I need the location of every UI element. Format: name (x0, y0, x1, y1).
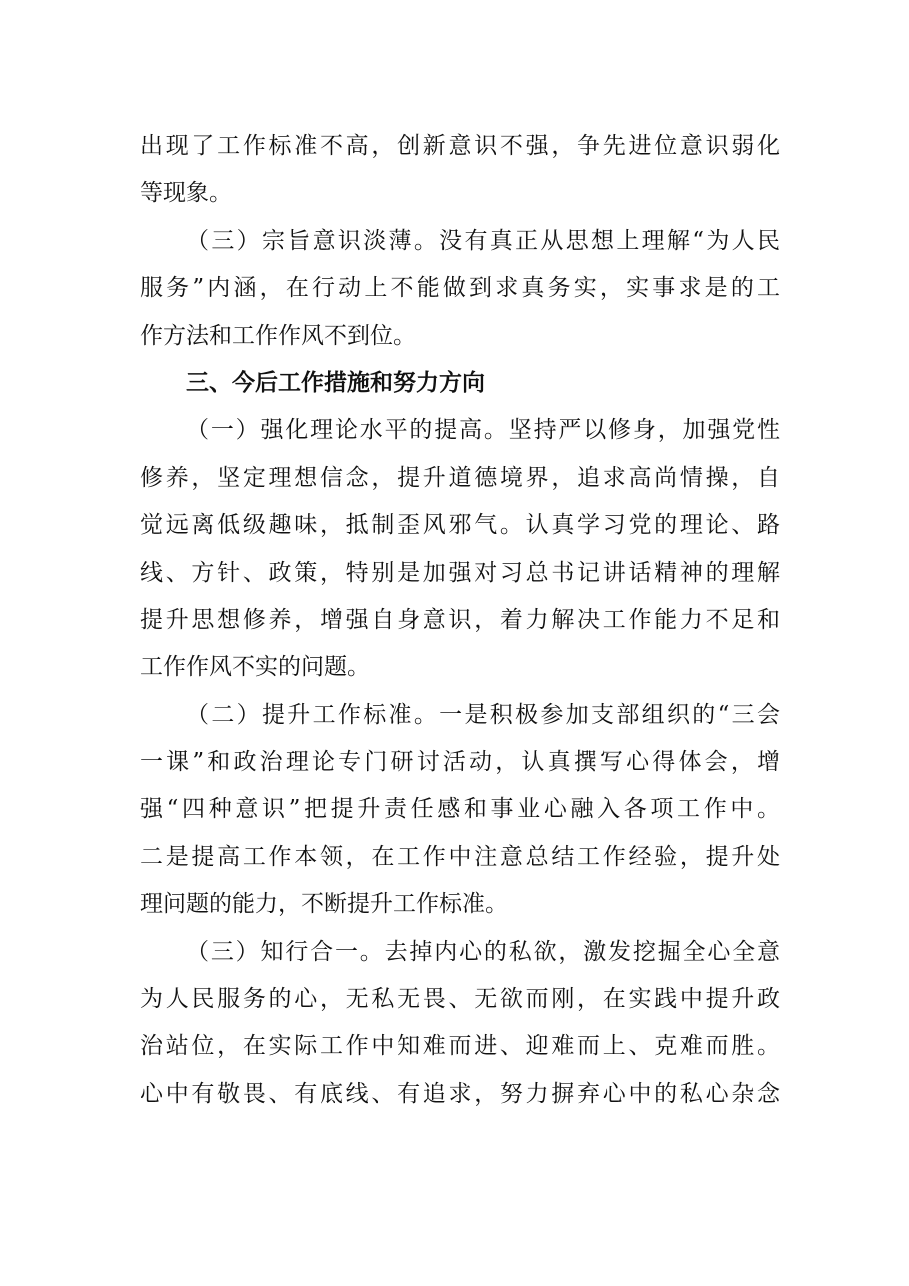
paragraph-line: 作方法和工作作风不到位。 (140, 322, 416, 349)
section-heading: 三、今后工作措施和努力方向 (186, 369, 485, 396)
paragraph-line: （三）宗旨意识淡薄。没有真正从思想上理解“为人民 (186, 227, 780, 254)
paragraph-line: 出现了工作标准不高，创新意识不强，争先进位意识弱化 (140, 133, 780, 159)
paragraph-line: 线、方针、政策，特别是加强对习总书记讲话精神的理解 (140, 559, 780, 586)
paragraph-line: （二）提升工作标准。一是积极参加支部组织的“三会 (186, 701, 780, 728)
paragraph-line: （三）知行合一。去掉内心的私欲，激发挖掘全心全意 (186, 938, 780, 965)
paragraph-line: 二是提高工作本领，在工作中注意总结工作经验，提升处 (140, 843, 780, 870)
paragraph-line: 提升思想修养，增强自身意识，着力解决工作能力不足和 (140, 606, 780, 633)
paragraph-line: 心中有敬畏、有底线、有追求，努力摒弃心中的私心杂念 (140, 1080, 780, 1107)
paragraph-line: 理问题的能力，不断提升工作标准。 (140, 891, 508, 918)
paragraph-line: 服务”内涵，在行动上不能做到求真务实，实事求是的工 (140, 275, 780, 302)
document-body (140, 123, 780, 1118)
paragraph-line: 为人民服务的心，无私无畏、无欲而刚，在实践中提升政 (140, 986, 780, 1013)
paragraph-line: 觉远离低级趣味，抵制歪风邪气。认真学习党的理论、路 (140, 512, 780, 539)
paragraph-line: 等现象。 (140, 180, 232, 207)
paragraph-line: 治站位，在实际工作中知难而进、迎难而上、克难而胜。 (140, 1033, 780, 1060)
paragraph-line: （一）强化理论水平的提高。坚持严以修身，加强党性 (186, 417, 780, 444)
paragraph-line: 一课”和政治理论专门研讨活动，认真撰写心得体会，增 (140, 749, 780, 776)
paragraph-line: 强“四种意识”把提升责任感和事业心融入各项工作中。 (140, 796, 780, 823)
paragraph-line: 修养，坚定理想信念，提升道德境界，追求高尚情操，自 (140, 464, 780, 491)
paragraph-line: 工作作风不实的问题。 (140, 654, 370, 681)
